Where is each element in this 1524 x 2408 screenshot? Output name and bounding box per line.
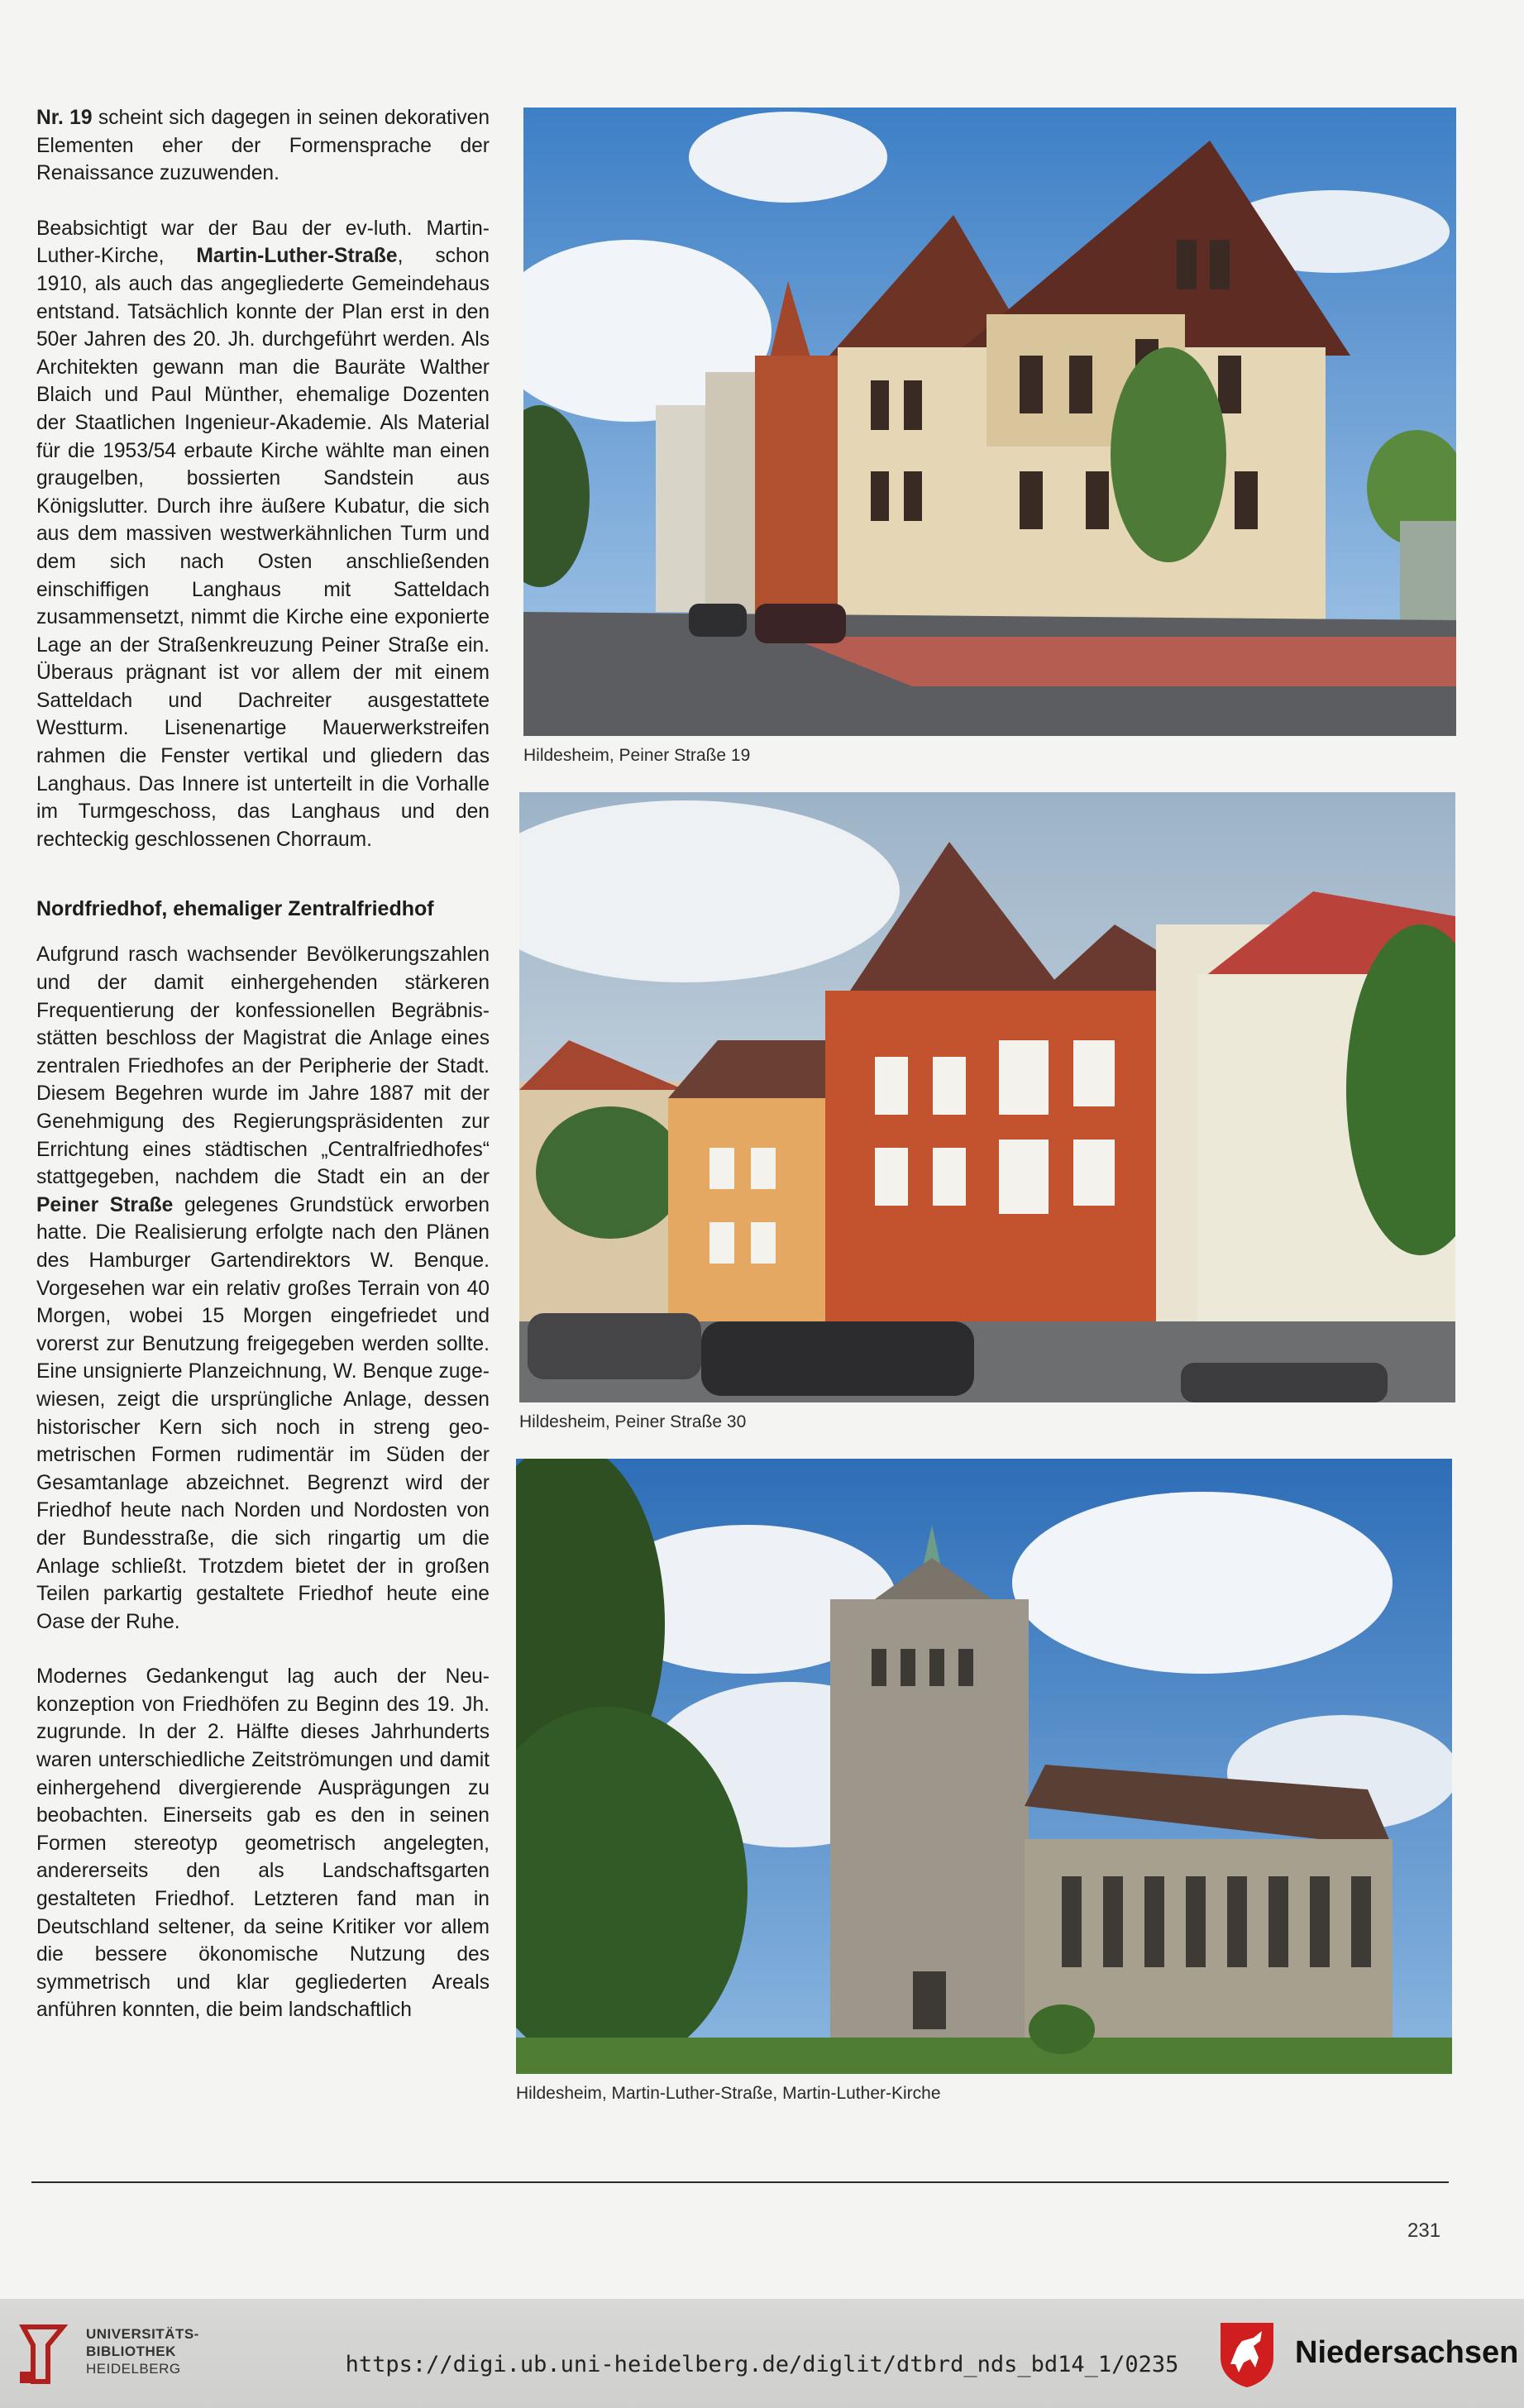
photo-caption: Hildesheim, Peiner Straße 19 xyxy=(523,746,751,765)
paragraph: Modernes Gedankengut lag auch der Neukonzeption von Friedhöfen zu Beginn des 19. Jh. zugrunde. In der 2. Hälfte dieses Jahrhunderts waren unterschiedliche Zeitströmungen und damit einhergehend divergierende Ausprägungen zu beobachten. Einerseits gab es den in seinen Formen stereotyp geometrisch angelegten, andererseits den als Landschaftsgarten gestalteten Friedhof. Letzteren fand man in Deutschland seltener, da seine Kritiker vor allem die bessere ökonomische Nutzung des symmetrisch und klar gegliederten Areals anführen konnten, die beim landschaftlich xyxy=(36,1665,490,2022)
niedersachsen-crest-icon[interactable] xyxy=(1217,2320,1277,2389)
state-name[interactable]: Niedersachsen xyxy=(1295,2335,1519,2370)
document-url[interactable]: https://digi.ub.uni-heidelberg.de/diglit/dtbrd_nds_bd14_1/0235 xyxy=(345,2352,1179,2377)
page-number: 231 xyxy=(1407,2219,1441,2242)
footer-rule xyxy=(31,2181,1449,2183)
section-heading: Nordfriedhof, ehemaliger Zentralfriedhof xyxy=(36,897,434,921)
highlight-term: Peiner Straße xyxy=(36,1193,174,1216)
library-name[interactable]: UNIVERSITÄTS- BIBLIOTHEK HEIDELBERG xyxy=(86,2326,199,2377)
highlight-term: Martin-Luther-Straße xyxy=(196,245,398,268)
photo-peiner-strasse-30 xyxy=(519,792,1455,1402)
photo-martin-luther-kirche xyxy=(516,1459,1452,2074)
highlight-term: Nr. 19 xyxy=(36,107,93,129)
paragraph: Nr. 19 scheint sich dagegen in seinen dekorativen Elementen eher der Formensprache der Renaissance zuzuwenden. xyxy=(36,107,490,185)
paragraph: Aufgrund rasch wachsender Bevölkerungszahlen und der damit einhergehenden stärkeren Frequentierung der konfessionellen Begräbnisstätten beschloss der Magistrat die Anlage eines zentralen Friedhofes an der Peripherie der Stadt. Diesem Begehren wurde im Jahre 1887 mit der Genehmigung des Regierungspräsidenten zur Errichtung eines städtischen „Centralfriedhofes“ stattgegeben, nachdem die Stadt ein an der Peiner Straße gelegenes Grundstück erworben hatte. Die Realisierung erfolgte nach den Plänen des Hamburger Gartendirektors W. Benque. Vorgesehen war ein relativ großes Terrain von 40 Morgen, wobei 15 Morgen eingefriedet und vorerst zur Benutzung freigegeben werden sollte. Eine unsignierte Planzeichnung, W. Benque zugewiesen, zeigt die ursprüngliche Anlage, dessen historischer Kern sich noch in streng geometrischen Formen rudimentär im Süden der Gesamtanlage abzeichnet. Begrenzt wird der Friedhof heute nach Norden und Nordosten von der Bundesstraße, die sich ringartig um die Anlage schließt. Trotzdem bietet der in großen Teilen parkartig gestaltete Friedhof heute eine Oase der Ruhe. xyxy=(36,944,490,1633)
photo-peiner-strasse-19 xyxy=(523,108,1456,736)
text-column xyxy=(36,104,490,2052)
photo-caption: Hildesheim, Martin-Luther-Straße, Martin-Luther-Kirche xyxy=(516,2084,941,2103)
paragraph: Beabsichtigt war der Bau der ev-luth. Martin-Luther-Kirche, Martin-Luther-Straße, schon 1910, als auch das angegliederte Gemeindehaus entstand. Tatsächlich konnte der Plan erst in den 50er Jahren des 20. Jh. durchgeführt werden. Als Architekten gewann man die Bauräte Walther Blaich und Paul Münther, ehemalige Dozenten der Staatlichen Ingenieur-Akademie. Als Material für die 1953/54 erbaute Kirche wählte man einen graugelben, bossierten Sandstein aus Königslutter. Durch ihre äußere Kubatur, die sich aus dem massiven westwerkähnlichen Turm und dem sich nach Osten anschließenden einschiffigen Langhaus mit Satteldach zusammensetzt, nimmt die Kirche eine exponierte Lage an der Straßenkreuzung Peiner Straße ein. Überaus prägnant ist vor allem der mit einem Satteldach und Dachreiter ausgestattete Westturm. Lisenenartige Mauerwerkstreifen rahmen die Fenster vertikal und gliedern das Langhaus. Das Innere ist unterteilt in die Vorhalle im Turmgeschoss, das Langhaus und den rechteckig geschlossenen Chorraum. xyxy=(36,217,490,851)
photo-caption: Hildesheim, Peiner Straße 30 xyxy=(519,1412,747,1431)
